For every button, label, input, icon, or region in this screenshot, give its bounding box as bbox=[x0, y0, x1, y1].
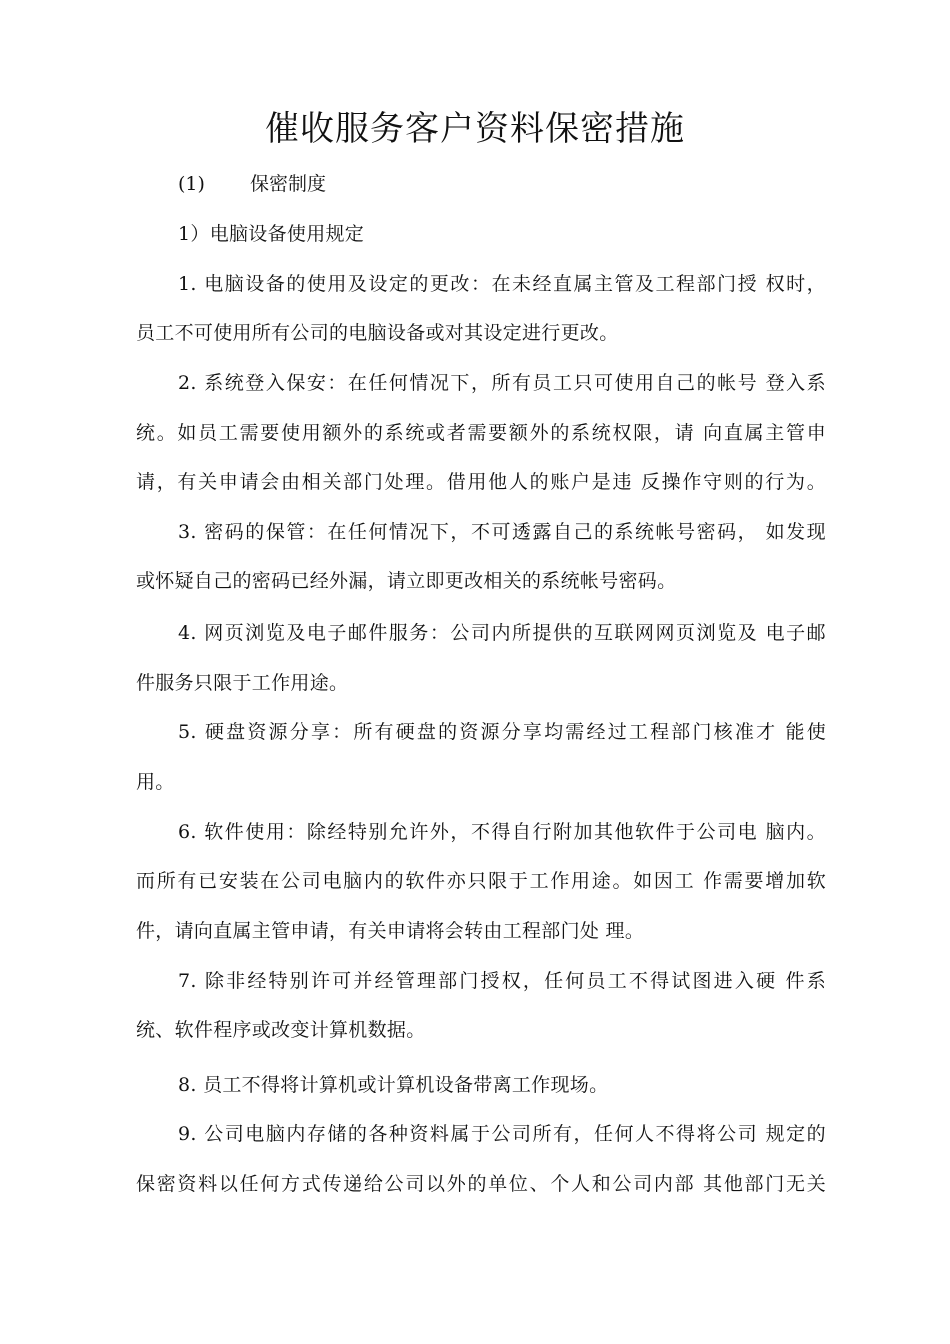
paragraph-line: 件，请向直属主管申请，有关申请将会转由工程部门处 理。 bbox=[136, 920, 645, 942]
subsection-heading: 1）电脑设备使用规定 bbox=[178, 223, 365, 245]
paragraph-line: 8. 员工不得将计算机或计算机设备带离工作现场。 bbox=[178, 1074, 609, 1096]
paragraph-line: 6. 软件使用：除经特别允许外，不得自行附加其他软件于公司电 脑内。 bbox=[178, 821, 826, 843]
paragraph-line: 保密资料以任何方式传递给公司以外的单位、个人和公司内部 其他部门无关 bbox=[136, 1173, 826, 1195]
document-title: 催收服务客户资料保密措施 bbox=[265, 109, 685, 149]
paragraph-line: 9. 公司电脑内存储的各种资料属于公司所有，任何人不得将公司 规定的 bbox=[178, 1123, 826, 1145]
paragraph-line: 件服务只限于工作用途。 bbox=[136, 672, 349, 694]
paragraph-line: 用。 bbox=[136, 771, 175, 793]
paragraph-line: 7. 除非经特别许可并经管理部门授权，任何员工不得试图进入硬 件系 bbox=[178, 970, 826, 992]
paragraph-line: 3. 密码的保管：在任何情况下，不可透露自己的系统帐号密码， 如发现 bbox=[178, 521, 826, 543]
section-number: (1) bbox=[178, 173, 205, 195]
paragraph-line: 1. 电脑设备的使用及设定的更改：在未经直属主管及工程部门授 权时， bbox=[178, 273, 826, 295]
section-label: 保密制度 bbox=[250, 173, 327, 195]
paragraph-line: 统。如员工需要使用额外的系统或者需要额外的系统权限，请 向直属主管申 bbox=[136, 422, 826, 444]
paragraph-line: 或怀疑自己的密码已经外漏，请立即更改相关的系统帐号密码。 bbox=[136, 570, 677, 592]
paragraph-line: 5. 硬盘资源分享：所有硬盘的资源分享均需经过工程部门核准才 能使 bbox=[178, 721, 826, 743]
paragraph-line: 2. 系统登入保安：在任何情况下，所有员工只可使用自己的帐号 登入系 bbox=[178, 372, 826, 394]
paragraph-line: 请，有关申请会由相关部门处理。借用他人的账户是违 反操作守则的行为。 bbox=[136, 471, 826, 493]
section-heading bbox=[178, 170, 326, 198]
paragraph-line: 而所有已安装在公司电脑内的软件亦只限于工作用途。如因工 作需要增加软 bbox=[136, 870, 826, 892]
paragraph-line: 统、软件程序或改变计算机数据。 bbox=[136, 1019, 426, 1041]
paragraph-line: 员工不可使用所有公司的电脑设备或对其设定进行更改。 bbox=[136, 322, 619, 344]
paragraph-line: 4. 网页浏览及电子邮件服务：公司内所提供的互联网网页浏览及 电子邮 bbox=[178, 622, 826, 644]
